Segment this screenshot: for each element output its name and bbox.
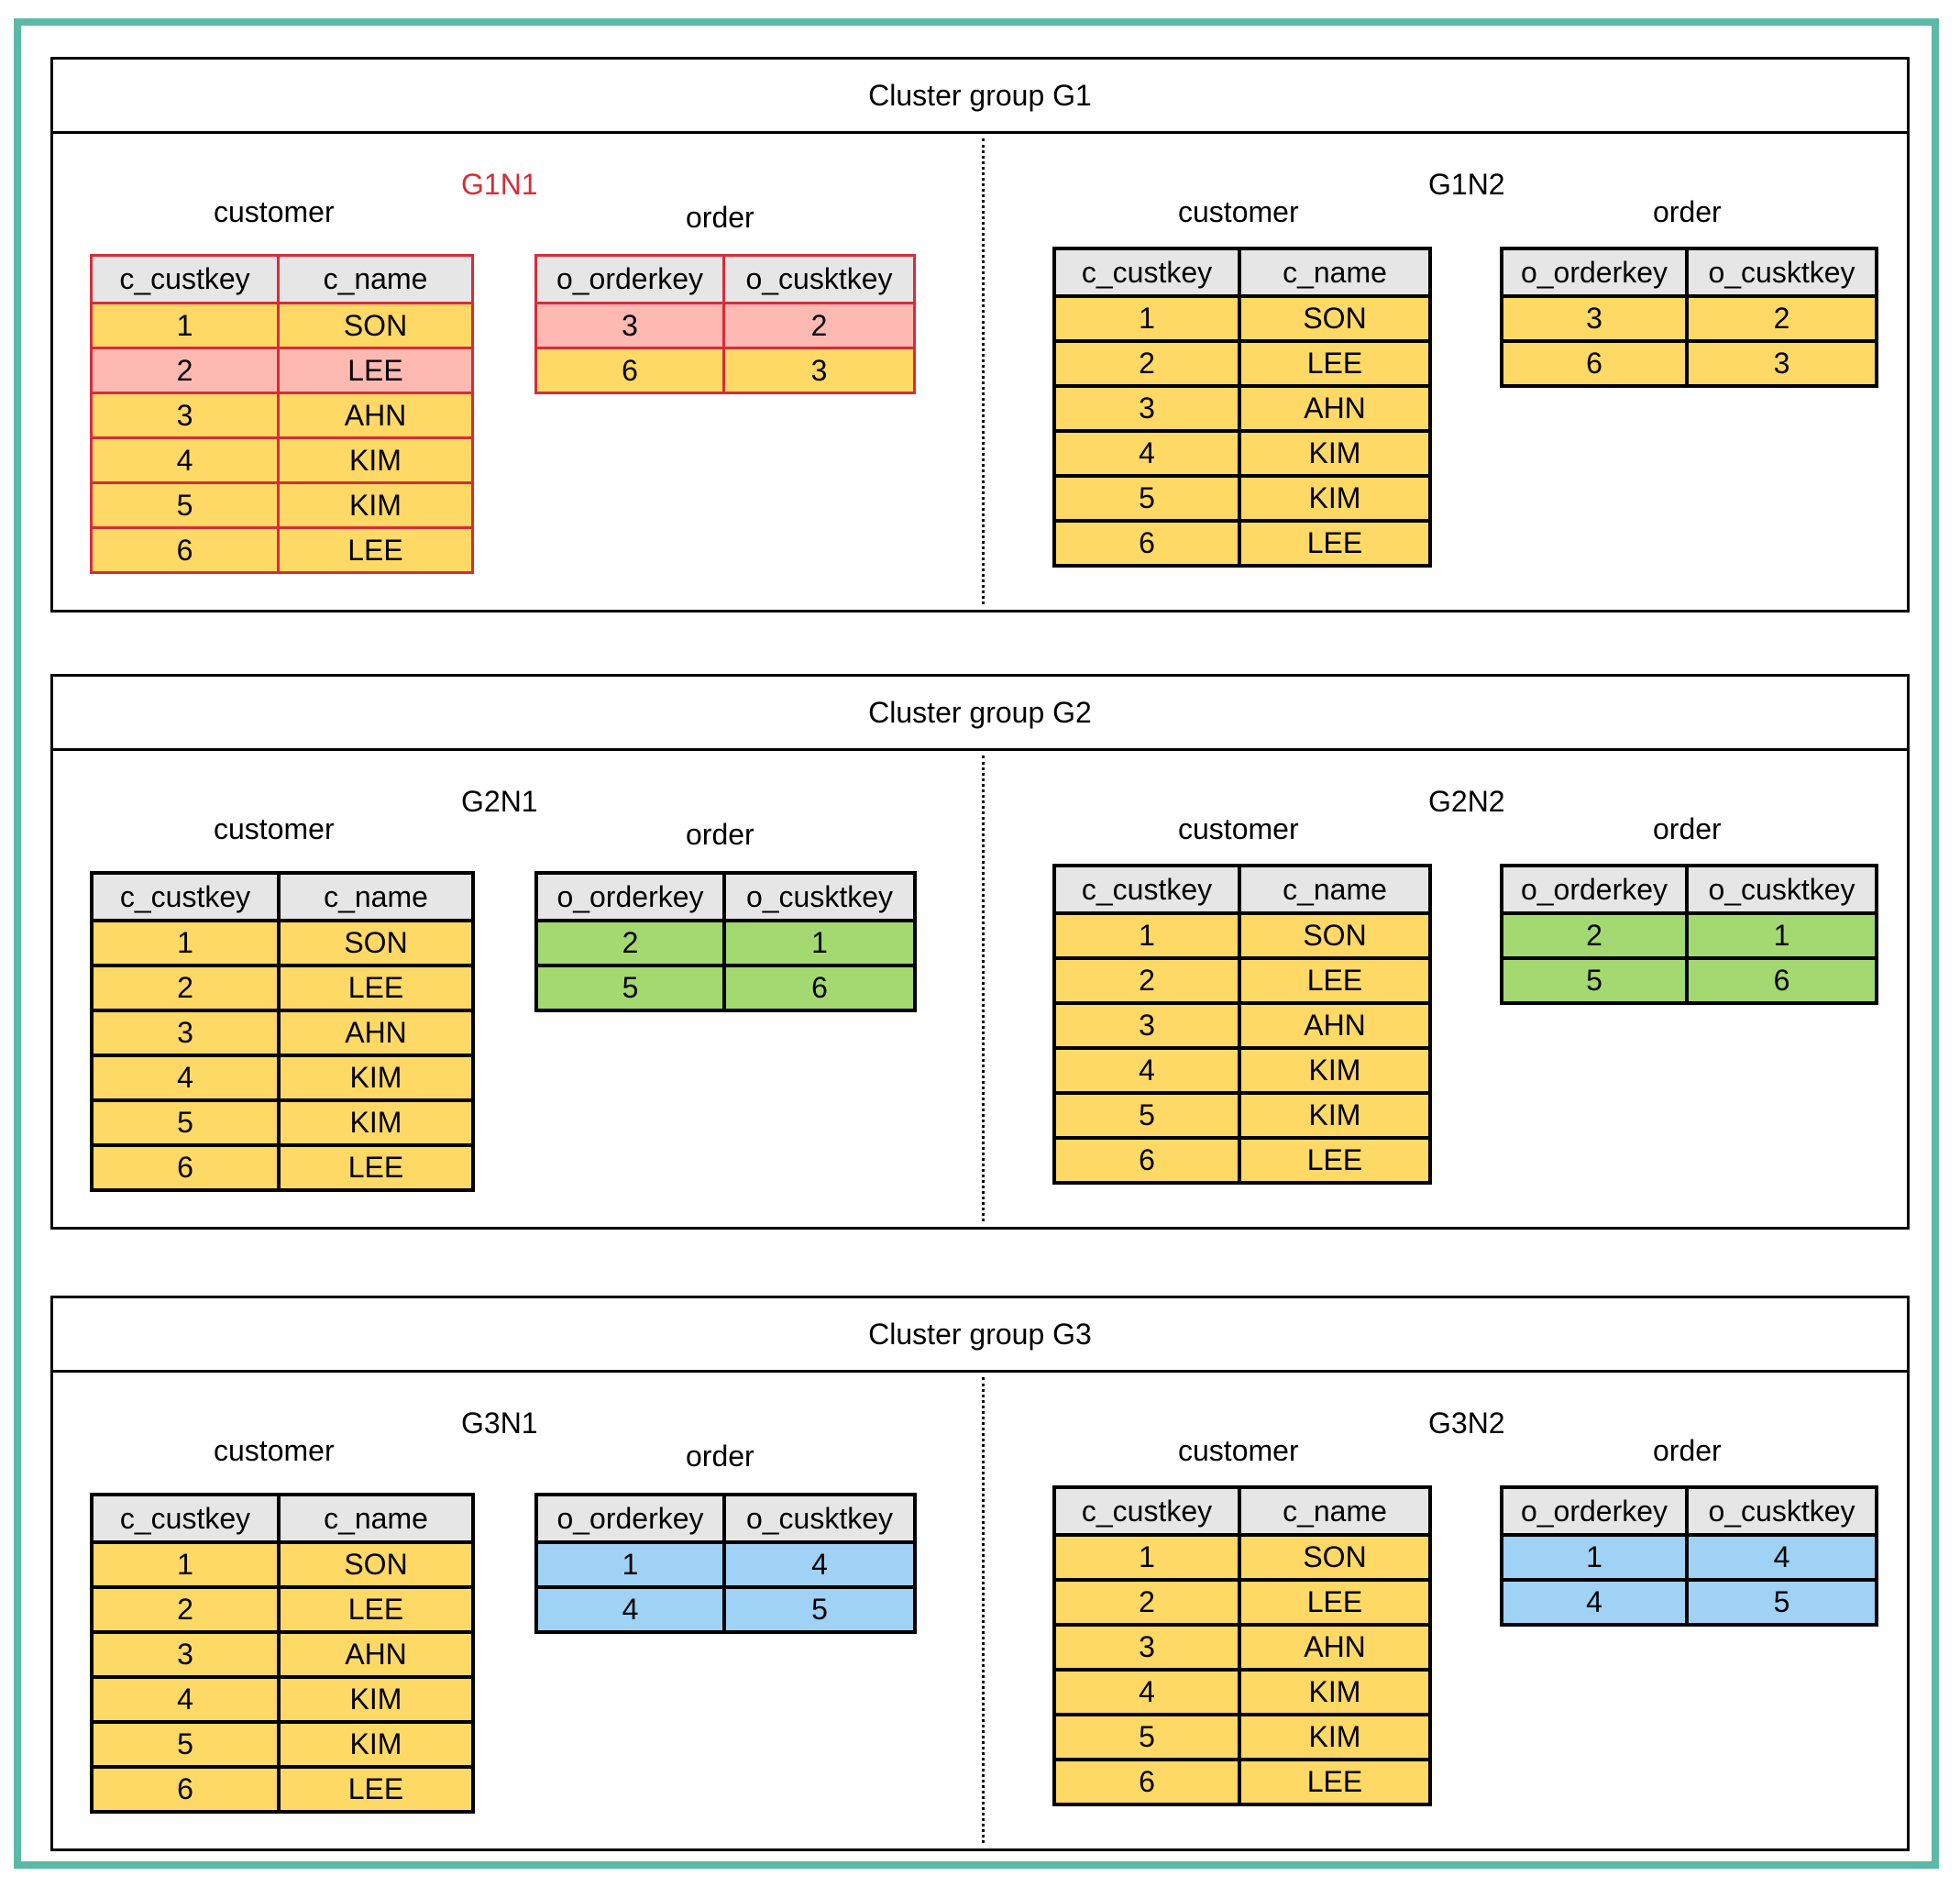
order-table-label: order: [1653, 1434, 1722, 1467]
customer-table: [90, 871, 475, 1192]
table-row: [1054, 386, 1430, 431]
table-cell: LEE: [279, 1767, 473, 1812]
table-cell: 4: [92, 438, 279, 483]
column-header: c_name: [1239, 1487, 1430, 1535]
table-cell: 2: [92, 1587, 279, 1632]
table-cell: KIM: [279, 483, 473, 528]
table-row: [1054, 1670, 1430, 1715]
table-cell: AHN: [279, 1632, 473, 1677]
column-header: c_name: [279, 1495, 473, 1542]
table-cell: 1: [92, 1542, 279, 1587]
group-title: Cluster group G1: [53, 60, 1907, 134]
table-row: [92, 1055, 473, 1100]
table-cell: 1: [1054, 296, 1239, 341]
cluster-group-2: [50, 674, 1910, 1230]
table-row: [1054, 1138, 1430, 1183]
table-cell: 1: [1054, 913, 1239, 958]
table-cell: SON: [1239, 913, 1430, 958]
column-header: o_cusktkey: [724, 873, 915, 921]
column-header: c_name: [1239, 248, 1430, 296]
table-row: [1054, 476, 1430, 521]
table-header-row: [1502, 248, 1877, 296]
table-cell: LEE: [279, 1587, 473, 1632]
table-row: [1502, 1535, 1877, 1580]
order-table: [1500, 864, 1878, 1005]
table-row: [92, 483, 473, 528]
column-header: c_name: [1239, 866, 1430, 913]
table-header-row: [536, 1495, 915, 1542]
node-divider: [982, 138, 985, 604]
table-cell: 5: [92, 1722, 279, 1767]
table-cell: 1: [724, 921, 915, 966]
table-cell: LEE: [1239, 1138, 1430, 1183]
node-divider: [982, 756, 985, 1221]
customer-table-label: customer: [214, 195, 335, 228]
table-cell: 6: [92, 1145, 279, 1190]
group-title: Cluster group G2: [53, 677, 1907, 751]
table-row: [1054, 1625, 1430, 1670]
table-cell: 5: [92, 1100, 279, 1145]
table-cell: 5: [1687, 1580, 1877, 1625]
table-cell: 4: [1054, 1048, 1239, 1093]
order-table-label: order: [686, 818, 754, 851]
table-cell: 1: [92, 921, 279, 966]
order-table-label: order: [1653, 812, 1722, 845]
table-cell: AHN: [1239, 1003, 1430, 1048]
table-cell: 6: [92, 528, 279, 573]
table-cell: LEE: [279, 528, 473, 573]
table-cell: SON: [279, 921, 473, 966]
table-row: [1054, 431, 1430, 476]
column-header: c_custkey: [1054, 248, 1239, 296]
table-cell: 3: [1054, 386, 1239, 431]
node-label: G3N1: [461, 1407, 538, 1440]
table-row: [536, 921, 915, 966]
table-cell: 4: [536, 1587, 724, 1632]
customer-table: [1052, 864, 1432, 1185]
node-label: G1N1: [461, 168, 538, 201]
table-cell: 4: [1687, 1535, 1877, 1580]
table-row: [92, 1722, 473, 1767]
table-row: [92, 966, 473, 1010]
table-row: [92, 1677, 473, 1722]
table-cell: LEE: [279, 348, 473, 393]
order-table: [534, 254, 916, 394]
table-row: [1054, 296, 1430, 341]
table-cell: KIM: [1239, 476, 1430, 521]
table-row: [536, 1587, 915, 1632]
column-header: c_custkey: [92, 873, 279, 921]
column-header: o_orderkey: [1502, 866, 1687, 913]
table-cell: 1: [92, 303, 279, 348]
table-header-row: [1054, 248, 1430, 296]
table-header-row: [536, 256, 915, 303]
table-cell: LEE: [279, 1145, 473, 1190]
table-cell: LEE: [1239, 1580, 1430, 1625]
table-cell: AHN: [279, 1010, 473, 1055]
table-row: [1054, 1003, 1430, 1048]
table-header-row: [92, 1495, 473, 1542]
table-cell: 2: [536, 921, 724, 966]
table-cell: 2: [1054, 341, 1239, 386]
column-header: o_orderkey: [536, 256, 724, 303]
table-cell: KIM: [279, 1100, 473, 1145]
table-row: [536, 966, 915, 1010]
table-cell: 1: [1502, 1535, 1687, 1580]
table-cell: 5: [724, 1587, 915, 1632]
column-header: o_orderkey: [536, 873, 724, 921]
table-cell: 4: [92, 1677, 279, 1722]
table-cell: 2: [1054, 1580, 1239, 1625]
table-cell: 3: [1502, 296, 1687, 341]
table-cell: SON: [1239, 296, 1430, 341]
table-cell: 6: [1054, 521, 1239, 566]
table-cell: 3: [1054, 1003, 1239, 1048]
table-cell: AHN: [1239, 386, 1430, 431]
table-cell: 6: [92, 1767, 279, 1812]
table-row: [92, 1145, 473, 1190]
table-cell: 3: [724, 348, 915, 393]
order-table: [534, 871, 917, 1012]
table-cell: 2: [1054, 958, 1239, 1003]
table-row: [536, 1542, 915, 1587]
table-cell: KIM: [279, 438, 473, 483]
customer-table: [90, 254, 474, 574]
table-cell: 5: [1502, 958, 1687, 1003]
table-row: [1502, 958, 1877, 1003]
table-row: [1502, 341, 1877, 386]
table-row: [1502, 1580, 1877, 1625]
table-cell: 6: [1687, 958, 1877, 1003]
table-cell: SON: [279, 303, 473, 348]
table-row: [1502, 296, 1877, 341]
table-row: [536, 303, 915, 348]
table-cell: KIM: [1239, 1715, 1430, 1760]
table-cell: 5: [1054, 1715, 1239, 1760]
table-cell: LEE: [1239, 521, 1430, 566]
table-cell: 6: [1054, 1138, 1239, 1183]
table-cell: 2: [92, 966, 279, 1010]
table-cell: KIM: [1239, 1093, 1430, 1138]
column-header: c_name: [279, 256, 473, 303]
table-cell: KIM: [279, 1055, 473, 1100]
table-row: [1054, 1535, 1430, 1580]
table-cell: LEE: [279, 966, 473, 1010]
customer-table-label: customer: [1178, 195, 1299, 228]
table-cell: KIM: [279, 1722, 473, 1767]
customer-table-label: customer: [1178, 812, 1299, 845]
table-cell: 3: [1687, 341, 1877, 386]
table-header-row: [92, 256, 473, 303]
column-header: c_custkey: [1054, 1487, 1239, 1535]
table-row: [92, 921, 473, 966]
table-cell: KIM: [1239, 1670, 1430, 1715]
table-cell: 1: [1687, 913, 1877, 958]
table-row: [536, 348, 915, 393]
table-cell: 6: [1054, 1760, 1239, 1804]
table-cell: 3: [92, 393, 279, 438]
table-cell: AHN: [1239, 1625, 1430, 1670]
table-cell: 2: [92, 348, 279, 393]
order-table: [534, 1493, 917, 1634]
table-cell: LEE: [1239, 958, 1430, 1003]
table-cell: 5: [1054, 476, 1239, 521]
table-cell: 2: [724, 303, 915, 348]
group-title: Cluster group G3: [53, 1298, 1907, 1373]
column-header: c_custkey: [1054, 866, 1239, 913]
column-header: o_cusktkey: [724, 1495, 915, 1542]
table-row: [92, 303, 473, 348]
node-label: G1N2: [1428, 168, 1505, 201]
table-header-row: [1054, 1487, 1430, 1535]
cluster-group-3: [50, 1296, 1910, 1851]
column-header: o_orderkey: [1502, 1487, 1687, 1535]
table-cell: 2: [1687, 296, 1877, 341]
table-row: [1054, 1048, 1430, 1093]
node-divider: [982, 1377, 985, 1843]
table-row: [1054, 913, 1430, 958]
table-row: [92, 348, 473, 393]
table-row: [92, 1632, 473, 1677]
table-cell: 2: [1502, 913, 1687, 958]
table-cell: 3: [1054, 1625, 1239, 1670]
table-row: [92, 1542, 473, 1587]
table-cell: 4: [92, 1055, 279, 1100]
customer-table: [1052, 247, 1432, 568]
table-header-row: [1502, 1487, 1877, 1535]
column-header: o_orderkey: [1502, 248, 1687, 296]
node-label: G3N2: [1428, 1407, 1505, 1440]
table-cell: KIM: [1239, 431, 1430, 476]
table-cell: 6: [724, 966, 915, 1010]
table-row: [92, 1010, 473, 1055]
cluster-group-1: [50, 57, 1910, 612]
table-cell: AHN: [279, 393, 473, 438]
column-header: o_cusktkey: [724, 256, 915, 303]
table-cell: 4: [1054, 431, 1239, 476]
table-cell: SON: [279, 1542, 473, 1587]
customer-table-label: customer: [214, 812, 335, 845]
table-row: [1054, 521, 1430, 566]
table-cell: KIM: [1239, 1048, 1430, 1093]
table-row: [92, 1100, 473, 1145]
table-row: [1054, 1715, 1430, 1760]
table-cell: 3: [92, 1010, 279, 1055]
table-row: [92, 1587, 473, 1632]
table-cell: 4: [1054, 1670, 1239, 1715]
column-header: c_name: [279, 873, 473, 921]
order-table: [1500, 1485, 1878, 1627]
table-row: [92, 438, 473, 483]
table-cell: 3: [536, 303, 724, 348]
order-table-label: order: [686, 201, 754, 234]
customer-table: [1052, 1485, 1432, 1806]
table-cell: LEE: [1239, 1760, 1430, 1804]
table-row: [1054, 341, 1430, 386]
table-header-row: [1054, 866, 1430, 913]
table-cell: KIM: [279, 1677, 473, 1722]
column-header: o_cusktkey: [1687, 866, 1877, 913]
table-cell: 3: [92, 1632, 279, 1677]
table-cell: 4: [724, 1542, 915, 1587]
customer-table-label: customer: [1178, 1434, 1299, 1467]
table-cell: 6: [536, 348, 724, 393]
node-label: G2N2: [1428, 785, 1505, 818]
order-table-label: order: [1653, 195, 1722, 228]
table-cell: 5: [536, 966, 724, 1010]
customer-table: [90, 1493, 475, 1814]
table-row: [92, 528, 473, 573]
table-cell: SON: [1239, 1535, 1430, 1580]
column-header: o_cusktkey: [1687, 1487, 1877, 1535]
customer-table-label: customer: [214, 1434, 335, 1467]
table-cell: 1: [536, 1542, 724, 1587]
column-header: c_custkey: [92, 256, 279, 303]
table-row: [1054, 1580, 1430, 1625]
table-row: [92, 1767, 473, 1812]
order-table: [1500, 247, 1878, 388]
table-header-row: [536, 873, 915, 921]
column-header: c_custkey: [92, 1495, 279, 1542]
table-row: [92, 393, 473, 438]
table-row: [1054, 1093, 1430, 1138]
table-row: [1054, 958, 1430, 1003]
node-label: G2N1: [461, 785, 538, 818]
table-row: [1502, 913, 1877, 958]
table-row: [1054, 1760, 1430, 1804]
table-cell: 4: [1502, 1580, 1687, 1625]
column-header: o_orderkey: [536, 1495, 724, 1542]
table-cell: 1: [1054, 1535, 1239, 1580]
table-header-row: [92, 873, 473, 921]
column-header: o_cusktkey: [1687, 248, 1877, 296]
table-cell: 5: [1054, 1093, 1239, 1138]
table-cell: 5: [92, 483, 279, 528]
table-header-row: [1502, 866, 1877, 913]
table-cell: 6: [1502, 341, 1687, 386]
table-cell: LEE: [1239, 341, 1430, 386]
order-table-label: order: [686, 1440, 754, 1473]
